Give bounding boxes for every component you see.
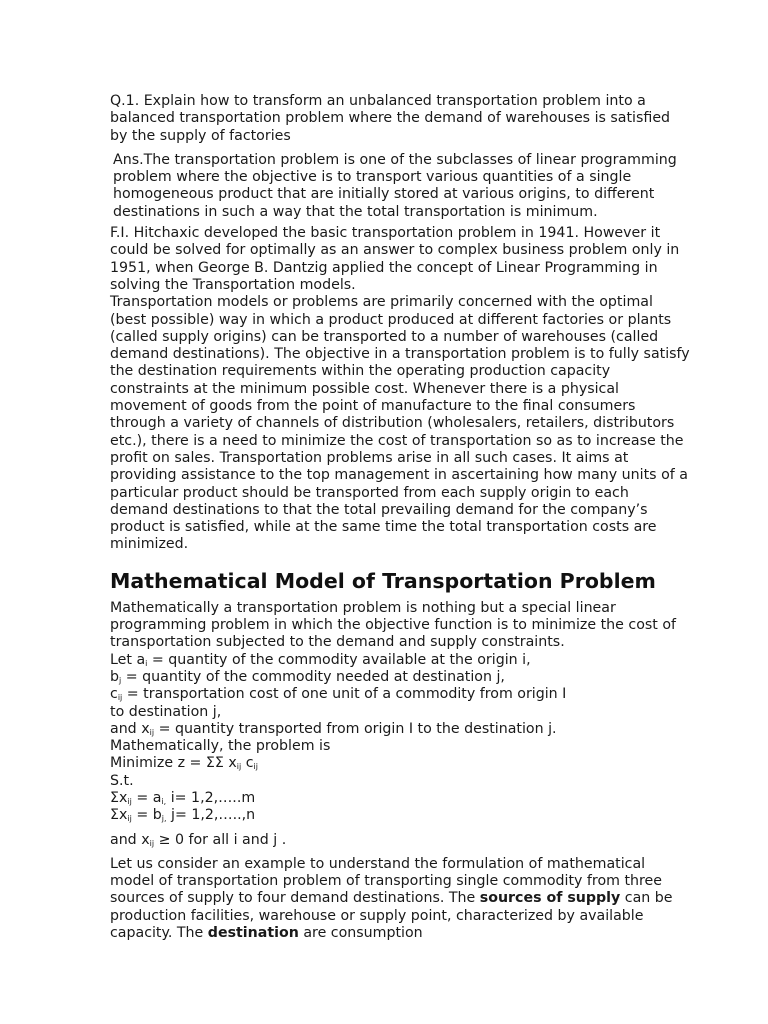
def-c-cont: to destination j, [110, 703, 222, 720]
model-intro-paragraph: Mathematically a transportation problem is nothing but a special linear programming problem in which the objective function is to minimize the cost of transportation subjected to the demand and supply constraints. [110, 599, 677, 651]
def-b: $b_j$ = quantity of the commodity needed at destination j, [110, 668, 505, 685]
sources-of-supply-bold: sources of supply [479, 890, 621, 907]
math-problem-line: Mathematically, the problem is [110, 738, 331, 755]
document-page [110, 93, 690, 942]
def-c: $c_{ij}$ = transportation cost of one unit of a commodity from origin I [110, 686, 567, 703]
def-a: Let $a_i$ = quantity of the commodity available at the origin i, [110, 651, 531, 668]
question-text: Q.1. Explain how to transform an unbalanced transportation problem into a balanced transportation problem where the demand of warehouses is satisfied by the supply of factories [110, 93, 671, 144]
supply-constraint: $\Sigma x_{ij} = a_{i,}$ i= 1,2,…..m [110, 789, 256, 806]
definitions-block [110, 652, 690, 825]
non-negativity: and $x_{ij} \ge 0$ for all i and j . [110, 831, 287, 848]
answer-intro: Ans.The transportation problem is one of the subclasses of linear programming problem where the objective is to transport various quantities of a single homogeneous product that are initially stored at various origins, to different destinations in such a way that the total transportation is minimum. [113, 151, 677, 220]
objective-function: Minimize z = ΣΣ $x_{ij}$ $c_{ij}$ [110, 755, 258, 772]
example-paragraph: Let us consider an example to understand the formulation of mathematical model of transportation problem of transporting single commodity from three sources of supply to four demand destinations. The sources of supply can be production facilities, warehouse or supply point, characterized by available capacity. The destination are consumption [110, 855, 673, 942]
def-x: and $x_{ij}$ = quantity transported from origin I to the destination j. [110, 720, 557, 737]
history-paragraph: F.I. Hitchaxic developed the basic transportation problem in 1941. However it could be solved for optimally as an answer to complex business problem only in 1951, when George B. Dantzig applied the concept of Linear Programming in solving the Transportation models. [110, 225, 680, 293]
subject-to: S.t. [110, 772, 134, 789]
demand-constraint: $\Sigma x_{ij} = b_{j,}$ j= 1,2,…..,n [110, 807, 256, 824]
section-heading: Mathematical Model of Transportation Problem [110, 568, 656, 593]
transport-models-paragraph: Transportation models or problems are primarily concerned with the optimal (best possible) way in which a product produced at different factories or plants (called supply origins) can be transported to a number of warehouses (called demand destinations). The objective in a transportation problem is to fully satisfy the destination requirements within the operating production capacity constraints at the minimum possible cost. Whenever there is a physical movement of goods from the point of manufacture to the final consumers through a variety of channels of distribution (wholesalers, retailers, distributors etc.), there is a need to minimize the cost of transportation so as to increase the profit on sales. Transportation problems arise in all such cases. It aims at providing assistance to the top management in ascertaining how many units of a particular product should be transported from each supply origin to each demand destinations to that the total prevailing demand for the company’s product is satisfied, while at the same time the total transportation costs are minimized. [110, 294, 690, 553]
destination-bold: destination [207, 925, 299, 942]
